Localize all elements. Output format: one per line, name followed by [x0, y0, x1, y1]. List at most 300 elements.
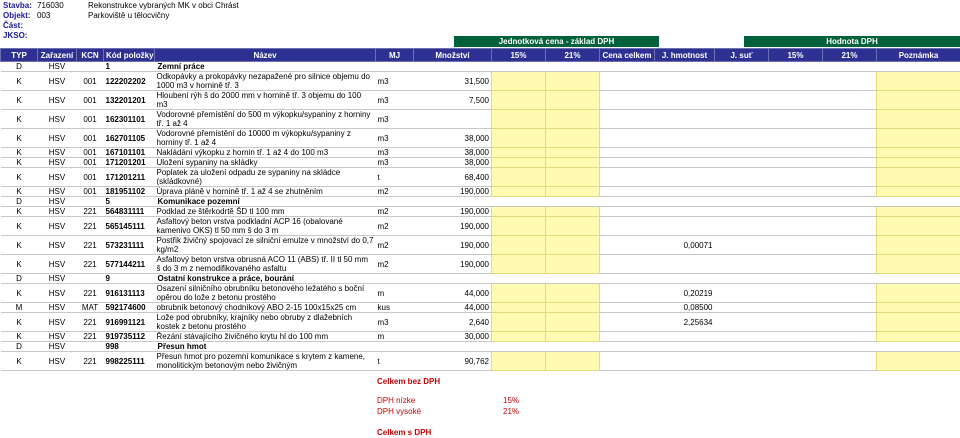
- cell-j-hmotnost: [655, 207, 715, 217]
- cell-mnozstvi: 7,500: [414, 91, 492, 110]
- cell-empty: [600, 274, 655, 284]
- input-poznamka[interactable]: [877, 110, 960, 129]
- input-unit-price-21[interactable]: [546, 72, 600, 91]
- cell-j-sut: [715, 313, 769, 332]
- cell-nazev: Úprava pláně v hornině tř. 1 až 4 se zhutněním: [155, 187, 376, 197]
- cell-empty: [877, 342, 960, 352]
- cell-mnozstvi: 38,000: [414, 129, 492, 148]
- cell-kcn: 001: [77, 91, 104, 110]
- cell-mj: m2: [376, 207, 414, 217]
- input-unit-price-21[interactable]: [546, 148, 600, 158]
- cell-empty: [600, 62, 655, 72]
- input-poznamka[interactable]: [877, 332, 960, 342]
- cell-dph-15: [769, 158, 823, 168]
- cell-dph-21: [823, 255, 877, 274]
- cell-dph-21: [823, 303, 877, 313]
- cell-cena-celkem: [600, 168, 655, 187]
- cell-nazev: Poplatek za uložení odpadu ze sypaniny na skládce (skládkovné): [155, 168, 376, 187]
- input-poznamka[interactable]: [877, 91, 960, 110]
- cell-j-hmotnost: 0,00071: [655, 236, 715, 255]
- cell-empty: [546, 197, 600, 207]
- cell-zarazeni: HSV: [38, 255, 77, 274]
- cell-empty: [546, 274, 600, 284]
- input-unit-price-21[interactable]: [546, 352, 600, 371]
- cell-nazev: Nakládání výkopku z hornin tř. 1 až 4 do 100 m3: [155, 148, 376, 158]
- cell-nazev: Postřik živičný spojovací ze silniční emulze v množství do 0,7 kg/m2: [155, 236, 376, 255]
- cell-cena-celkem: [600, 187, 655, 197]
- cell-empty: [823, 62, 877, 72]
- cell-dph-21: [823, 284, 877, 303]
- cell-cena-celkem: [600, 129, 655, 148]
- input-unit-price-21[interactable]: [546, 187, 600, 197]
- input-poznamka[interactable]: [877, 129, 960, 148]
- cell-j-sut: [715, 255, 769, 274]
- cell-typ: D: [1, 274, 38, 284]
- column-header-14[interactable]: Poznámka: [877, 49, 960, 62]
- input-unit-price-15[interactable]: [492, 217, 546, 236]
- cell-nazev: Lože pod obrubníky, krajníky nebo obruby z dlažebních kostek z betonu prostého: [155, 313, 376, 332]
- cell-mj: [376, 62, 414, 72]
- cell-typ: K: [1, 187, 38, 197]
- cell-typ: K: [1, 148, 38, 158]
- cell-zarazeni: HSV: [38, 342, 77, 352]
- cell-typ: K: [1, 91, 38, 110]
- input-unit-price-21[interactable]: [546, 313, 600, 332]
- cell-dph-21: [823, 313, 877, 332]
- column-header-1[interactable]: Zařazení: [38, 49, 77, 62]
- cell-zarazeni: HSV: [38, 62, 77, 72]
- cell-j-hmotnost: [655, 332, 715, 342]
- input-unit-price-15[interactable]: [492, 352, 546, 371]
- cell-kcn: 001: [77, 158, 104, 168]
- cell-mj: m3: [376, 148, 414, 158]
- table-row[interactable]: [1, 197, 960, 207]
- input-unit-price-21[interactable]: [546, 255, 600, 274]
- cell-kod: 171201211: [104, 168, 155, 187]
- cell-typ: K: [1, 168, 38, 187]
- table-row[interactable]: [1, 332, 960, 342]
- input-unit-price-15[interactable]: [492, 168, 546, 187]
- cell-j-sut: [715, 217, 769, 236]
- cell-typ: K: [1, 110, 38, 129]
- cell-dph-15: [769, 110, 823, 129]
- cell-kcn: 221: [77, 352, 104, 371]
- project-header: [3, 1, 239, 41]
- input-poznamka[interactable]: [877, 313, 960, 332]
- cell-j-hmotnost: [655, 91, 715, 110]
- cell-kod: 573231111: [104, 236, 155, 255]
- cell-dph-15: [769, 91, 823, 110]
- input-unit-price-15[interactable]: [492, 158, 546, 168]
- cell-mnozstvi: 38,000: [414, 158, 492, 168]
- cell-empty: [600, 197, 655, 207]
- input-poznamka[interactable]: [877, 187, 960, 197]
- cell-mj: m3: [376, 110, 414, 129]
- cell-cena-celkem: [600, 217, 655, 236]
- cell-kod: 1: [104, 62, 155, 72]
- cell-zarazeni: HSV: [38, 313, 77, 332]
- input-unit-price-21[interactable]: [546, 217, 600, 236]
- cell-dph-15: [769, 332, 823, 342]
- cell-zarazeni: HSV: [38, 303, 77, 313]
- cell-zarazeni: HSV: [38, 197, 77, 207]
- cell-mnozstvi: [414, 342, 492, 352]
- cell-dph-15: [769, 236, 823, 255]
- input-unit-price-15[interactable]: [492, 72, 546, 91]
- cell-kod: 998: [104, 342, 155, 352]
- table-row[interactable]: [1, 62, 960, 72]
- cell-typ: K: [1, 313, 38, 332]
- column-header-6[interactable]: Množství: [414, 49, 492, 62]
- input-unit-price-15[interactable]: [492, 187, 546, 197]
- input-unit-price-15[interactable]: [492, 129, 546, 148]
- cell-kcn: 221: [77, 284, 104, 303]
- stavba-label: Stavba:: [3, 1, 37, 11]
- cell-kcn: 001: [77, 168, 104, 187]
- input-poznamka[interactable]: [877, 158, 960, 168]
- cell-zarazeni: HSV: [38, 168, 77, 187]
- cell-mj: m2: [376, 255, 414, 274]
- table-body: [1, 62, 960, 371]
- cell-typ: K: [1, 255, 38, 274]
- cell-mj: t: [376, 352, 414, 371]
- column-header-13[interactable]: 21%: [823, 49, 877, 62]
- cell-dph-21: [823, 91, 877, 110]
- cell-nazev: Uložení sypaniny na skládky: [155, 158, 376, 168]
- cell-dph-15: [769, 352, 823, 371]
- cell-kod: 171201201: [104, 158, 155, 168]
- cell-nazev: Vodorovné přemístění do 10000 m výkopku/sypaniny z horniny tř. 1 až 4: [155, 129, 376, 148]
- vat-high-label: DPH vysoké: [377, 407, 421, 417]
- input-poznamka[interactable]: [877, 352, 960, 371]
- cell-dph-21: [823, 158, 877, 168]
- cell-zarazeni: HSV: [38, 148, 77, 158]
- cell-kcn: 001: [77, 72, 104, 91]
- cell-dph-21: [823, 110, 877, 129]
- cell-kcn: 001: [77, 129, 104, 148]
- cell-dph-15: [769, 284, 823, 303]
- cell-kcn: MAT: [77, 303, 104, 313]
- input-unit-price-15[interactable]: [492, 148, 546, 158]
- table-row[interactable]: [1, 303, 960, 313]
- cell-zarazeni: HSV: [38, 91, 77, 110]
- cell-empty: [715, 62, 769, 72]
- cell-empty: [769, 274, 823, 284]
- cell-cena-celkem: [600, 332, 655, 342]
- stavba-code: 716030: [37, 1, 88, 11]
- cell-mnozstvi: [414, 110, 492, 129]
- input-poznamka[interactable]: [877, 255, 960, 274]
- cell-kod: 9: [104, 274, 155, 284]
- cell-typ: D: [1, 62, 38, 72]
- column-header-3[interactable]: Kód položky: [104, 49, 155, 62]
- input-unit-price-21[interactable]: [546, 284, 600, 303]
- vat-high-rate: 21%: [503, 407, 519, 416]
- stavba-name: Rekonstrukce vybraných MK v obci Chrást: [88, 1, 239, 10]
- cell-j-sut: [715, 284, 769, 303]
- cell-nazev: Podklad ze štěrkodrtě ŠD tl 100 mm: [155, 207, 376, 217]
- cell-j-hmotnost: [655, 148, 715, 158]
- cell-mj: m: [376, 332, 414, 342]
- table-row[interactable]: [1, 255, 960, 274]
- column-header-2[interactable]: KCN: [77, 49, 104, 62]
- cell-mj: m3: [376, 72, 414, 91]
- cell-j-sut: [715, 236, 769, 255]
- table-row[interactable]: [1, 187, 960, 197]
- cell-dph-15: [769, 168, 823, 187]
- cell-zarazeni: HSV: [38, 284, 77, 303]
- cell-typ: K: [1, 217, 38, 236]
- table-row[interactable]: [1, 217, 960, 236]
- table-row[interactable]: [1, 342, 960, 352]
- cell-j-hmotnost: 2,25634: [655, 313, 715, 332]
- input-unit-price-21[interactable]: [546, 129, 600, 148]
- input-unit-price-21[interactable]: [546, 207, 600, 217]
- table-row[interactable]: [1, 158, 960, 168]
- input-unit-price-21[interactable]: [546, 303, 600, 313]
- column-header-7[interactable]: 15%: [492, 49, 546, 62]
- cell-mj: m3: [376, 129, 414, 148]
- cell-empty: [769, 342, 823, 352]
- cell-mj: m3: [376, 313, 414, 332]
- cell-kcn: 221: [77, 332, 104, 342]
- cell-dph-21: [823, 72, 877, 91]
- input-unit-price-15[interactable]: [492, 91, 546, 110]
- input-unit-price-21[interactable]: [546, 110, 600, 129]
- input-poznamka[interactable]: [877, 284, 960, 303]
- cell-j-sut: [715, 187, 769, 197]
- cell-typ: K: [1, 207, 38, 217]
- cell-mj: m2: [376, 236, 414, 255]
- cell-empty: [546, 342, 600, 352]
- cell-j-sut: [715, 158, 769, 168]
- cell-mnozstvi: 44,000: [414, 303, 492, 313]
- cell-kcn: 221: [77, 207, 104, 217]
- input-poznamka[interactable]: [877, 168, 960, 187]
- column-header-row: [1, 49, 960, 62]
- column-header-11[interactable]: J. suť: [715, 49, 769, 62]
- cell-j-hmotnost: [655, 352, 715, 371]
- cell-typ: K: [1, 284, 38, 303]
- column-header-10[interactable]: J. hmotnost: [655, 49, 715, 62]
- column-header-4[interactable]: Název: [155, 49, 376, 62]
- cell-kod: 564831111: [104, 207, 155, 217]
- table-row[interactable]: [1, 148, 960, 158]
- table-row[interactable]: [1, 352, 960, 371]
- cell-dph-21: [823, 148, 877, 158]
- input-unit-price-15[interactable]: [492, 207, 546, 217]
- cell-kod: 565145111: [104, 217, 155, 236]
- cell-empty: [546, 62, 600, 72]
- cell-j-hmotnost: [655, 255, 715, 274]
- input-unit-price-21[interactable]: [546, 168, 600, 187]
- cell-empty: [715, 342, 769, 352]
- cell-cena-celkem: [600, 158, 655, 168]
- cell-zarazeni: HSV: [38, 217, 77, 236]
- cell-nazev: Asfaltový beton vrstva podkladní ACP 16 (obalované kamenivo OKS) tl 50 mm š do 3 m: [155, 217, 376, 236]
- input-unit-price-15[interactable]: [492, 236, 546, 255]
- input-unit-price-15[interactable]: [492, 332, 546, 342]
- cell-cena-celkem: [600, 284, 655, 303]
- cell-kcn: [77, 62, 104, 72]
- cell-zarazeni: HSV: [38, 72, 77, 91]
- cell-kod: 167101101: [104, 148, 155, 158]
- table-row[interactable]: [1, 207, 960, 217]
- cell-typ: K: [1, 236, 38, 255]
- cell-mj: [376, 342, 414, 352]
- cell-dph-21: [823, 352, 877, 371]
- cell-kcn: [77, 274, 104, 284]
- cell-j-sut: [715, 352, 769, 371]
- cell-mnozstvi: 31,500: [414, 72, 492, 91]
- cell-dph-21: [823, 236, 877, 255]
- cell-nazev: Přesun hmot: [155, 342, 376, 352]
- cell-dph-15: [769, 217, 823, 236]
- cell-j-hmotnost: [655, 72, 715, 91]
- cell-cena-celkem: [600, 110, 655, 129]
- table-row[interactable]: [1, 110, 960, 129]
- input-unit-price-21[interactable]: [546, 91, 600, 110]
- input-unit-price-15[interactable]: [492, 284, 546, 303]
- input-unit-price-21[interactable]: [546, 332, 600, 342]
- input-unit-price-15[interactable]: [492, 255, 546, 274]
- input-poznamka[interactable]: [877, 207, 960, 217]
- table-row[interactable]: [1, 72, 960, 91]
- cell-j-hmotnost: [655, 187, 715, 197]
- column-header-0[interactable]: TYP: [1, 49, 38, 62]
- table-row[interactable]: [1, 129, 960, 148]
- cell-nazev: Vodorovné přemístění do 500 m výkopku/sypaniny z horniny tř. 1 až 4: [155, 110, 376, 129]
- cell-zarazeni: HSV: [38, 207, 77, 217]
- cell-mj: m2: [376, 187, 414, 197]
- cell-mj: m2: [376, 217, 414, 236]
- column-header-9[interactable]: Cena celkem: [600, 49, 655, 62]
- cell-mnozstvi: 90,762: [414, 352, 492, 371]
- cell-empty: [715, 274, 769, 284]
- column-header-5[interactable]: MJ: [376, 49, 414, 62]
- cell-mj: [376, 197, 414, 207]
- cell-empty: [877, 62, 960, 72]
- cell-mj: m: [376, 284, 414, 303]
- cell-mnozstvi: 190,000: [414, 217, 492, 236]
- cell-nazev: Řezání stávajícího živičného krytu hl do 100 mm: [155, 332, 376, 342]
- cell-empty: [715, 197, 769, 207]
- cell-zarazeni: HSV: [38, 158, 77, 168]
- cell-typ: K: [1, 332, 38, 342]
- cell-dph-21: [823, 332, 877, 342]
- cell-nazev: Asfaltový beton vrstva obrusná ACO 11 (ABS) tř. II tl 50 mm š do 3 m z nemodifikovaného asfaltu: [155, 255, 376, 274]
- cell-j-hmotnost: 0,08500: [655, 303, 715, 313]
- cell-zarazeni: HSV: [38, 110, 77, 129]
- cell-j-hmotnost: [655, 158, 715, 168]
- cell-mnozstvi: 190,000: [414, 187, 492, 197]
- cell-cena-celkem: [600, 352, 655, 371]
- cell-zarazeni: HSV: [38, 274, 77, 284]
- input-poznamka[interactable]: [877, 303, 960, 313]
- input-poznamka[interactable]: [877, 236, 960, 255]
- cell-mj: m3: [376, 158, 414, 168]
- cell-j-sut: [715, 91, 769, 110]
- cell-kod: 577144211: [104, 255, 155, 274]
- input-poznamka[interactable]: [877, 217, 960, 236]
- cell-nazev: Osazení silničního obrubníku betonového ležatého s boční opěrou do lože z betonu prostého: [155, 284, 376, 303]
- input-unit-price-15[interactable]: [492, 110, 546, 129]
- input-poznamka[interactable]: [877, 148, 960, 158]
- cell-cena-celkem: [600, 236, 655, 255]
- cell-j-sut: [715, 72, 769, 91]
- cell-mnozstvi: [414, 197, 492, 207]
- cell-nazev: Hloubení rýh š do 2000 mm v hornině tř. 3 objemu do 100 m3: [155, 91, 376, 110]
- vat-low-label: DPH nízke: [377, 396, 415, 406]
- cell-typ: K: [1, 72, 38, 91]
- cell-j-hmotnost: [655, 129, 715, 148]
- cell-dph-21: [823, 187, 877, 197]
- cell-empty: [877, 197, 960, 207]
- input-unit-price-15[interactable]: [492, 313, 546, 332]
- cell-kcn: 221: [77, 236, 104, 255]
- cell-mnozstvi: [414, 274, 492, 284]
- cell-zarazeni: HSV: [38, 236, 77, 255]
- cell-kcn: 221: [77, 217, 104, 236]
- cell-kod: 181951102: [104, 187, 155, 197]
- input-poznamka[interactable]: [877, 72, 960, 91]
- cell-dph-15: [769, 72, 823, 91]
- cell-zarazeni: HSV: [38, 129, 77, 148]
- cell-typ: K: [1, 158, 38, 168]
- cell-empty: [877, 274, 960, 284]
- cell-dph-15: [769, 303, 823, 313]
- input-unit-price-21[interactable]: [546, 236, 600, 255]
- cell-empty: [600, 342, 655, 352]
- cell-empty: [823, 274, 877, 284]
- cell-nazev: Ostatní konstrukce a práce, bourání: [155, 274, 376, 284]
- cell-kod: 916991121: [104, 313, 155, 332]
- cell-typ: M: [1, 303, 38, 313]
- cell-j-sut: [715, 129, 769, 148]
- table-row[interactable]: [1, 236, 960, 255]
- cell-typ: D: [1, 342, 38, 352]
- cell-j-hmotnost: [655, 217, 715, 236]
- input-unit-price-21[interactable]: [546, 158, 600, 168]
- cell-j-sut: [715, 148, 769, 158]
- cell-nazev: obrubník betonový chodníkový ABO 2-15 100x15x25 cm: [155, 303, 376, 313]
- cell-zarazeni: HSV: [38, 332, 77, 342]
- table-row[interactable]: [1, 274, 960, 284]
- table-row[interactable]: [1, 91, 960, 110]
- cell-dph-15: [769, 129, 823, 148]
- cell-cena-celkem: [600, 313, 655, 332]
- cell-kod: 919735112: [104, 332, 155, 342]
- table-row[interactable]: [1, 168, 960, 187]
- cell-dph-15: [769, 207, 823, 217]
- cell-kcn: 221: [77, 313, 104, 332]
- cell-mnozstvi: 190,000: [414, 255, 492, 274]
- column-header-8[interactable]: 21%: [546, 49, 600, 62]
- cell-j-sut: [715, 303, 769, 313]
- cell-mnozstvi: 68,400: [414, 168, 492, 187]
- column-header-12[interactable]: 15%: [769, 49, 823, 62]
- input-unit-price-15[interactable]: [492, 303, 546, 313]
- table-row[interactable]: [1, 284, 960, 303]
- cell-empty: [492, 62, 546, 72]
- cell-j-sut: [715, 168, 769, 187]
- cell-j-hmotnost: 0,20219: [655, 284, 715, 303]
- items-table: [0, 48, 960, 371]
- table-row[interactable]: [1, 313, 960, 332]
- cell-empty: [655, 342, 715, 352]
- cell-mnozstvi: 38,000: [414, 148, 492, 158]
- jkso-label: JKSO:: [3, 31, 37, 41]
